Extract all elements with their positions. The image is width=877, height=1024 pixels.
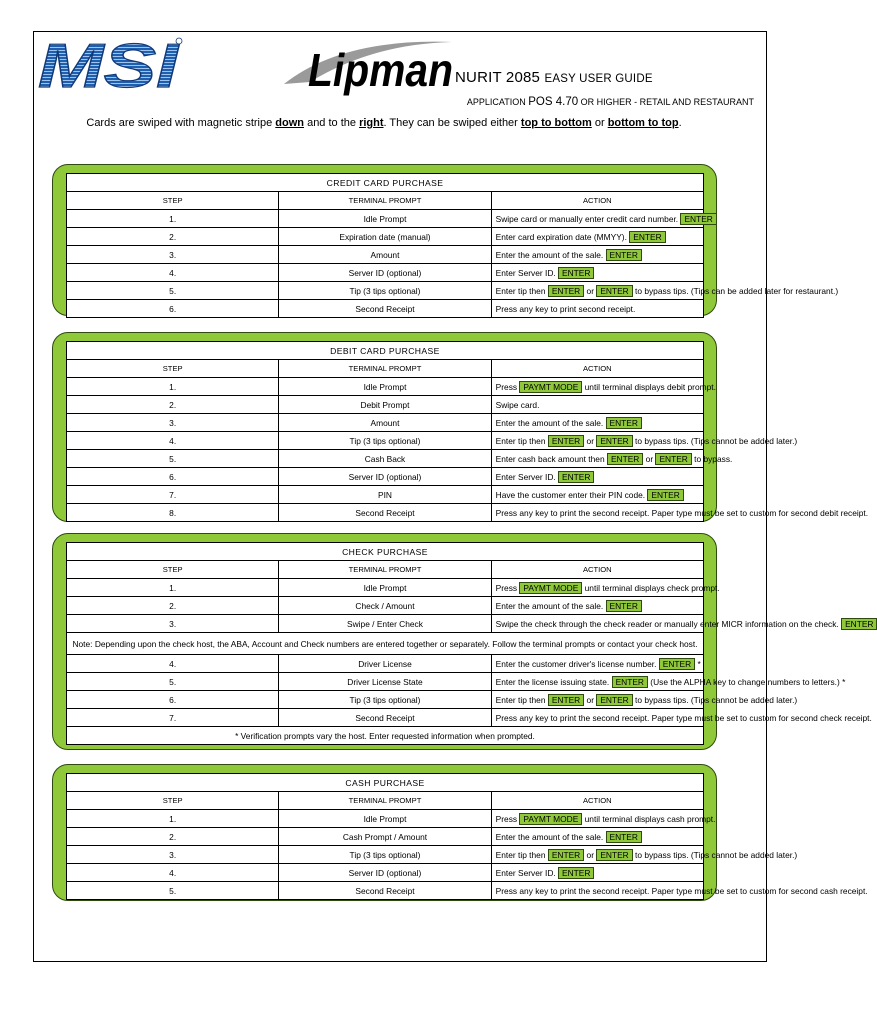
terminal-prompt: Idle Prompt — [279, 378, 491, 396]
table-row — [67, 414, 704, 432]
step-number: 1. — [67, 378, 279, 396]
action-fragment: until terminal displays cash prompt. — [582, 813, 716, 824]
key-label: ENTER — [596, 285, 632, 297]
action-fragment: Enter the amount of the sale. — [495, 249, 606, 260]
action-fragment: to bypass tips. (Tips can be added later for restaurant.) — [632, 285, 839, 296]
action-fragment: or — [584, 435, 597, 446]
terminal-prompt: Amount — [279, 246, 491, 264]
credit-card-panel — [52, 164, 839, 316]
table-row — [67, 396, 704, 414]
action-fragment: Enter tip then — [495, 435, 548, 446]
terminal-prompt: Second Receipt — [279, 882, 491, 900]
action-text — [491, 597, 703, 615]
step-number: 6. — [67, 468, 279, 486]
action-fragment: to bypass tips. (Tips cannot be added later.) — [632, 849, 798, 860]
column-terminal-prompt: TERMINAL PROMPT — [279, 792, 491, 810]
step-number: 7. — [67, 709, 279, 727]
verification-footnote: * Verification prompts vary the host. Enter requested information when prompted. — [67, 727, 704, 745]
key-label: PAYMT MODE — [519, 813, 582, 825]
step-number: 1. — [67, 210, 279, 228]
page-frame-bottom — [33, 961, 767, 962]
step-number: 3. — [67, 846, 279, 864]
terminal-prompt: Tip (3 tips optional) — [279, 846, 491, 864]
key-label: ENTER — [606, 249, 642, 261]
table-row — [67, 810, 704, 828]
debit-card-table — [66, 341, 869, 522]
action-fragment: Enter the customer driver's license number. — [495, 658, 659, 669]
action-text — [491, 282, 839, 300]
step-number: 4. — [67, 655, 279, 673]
column-step: STEP — [67, 561, 279, 579]
table-row — [67, 691, 704, 709]
step-number: 6. — [67, 691, 279, 709]
table-row — [67, 655, 704, 673]
terminal-prompt: Idle Prompt — [279, 810, 491, 828]
key-label: ENTER — [548, 694, 584, 706]
action-text — [491, 264, 703, 282]
action-fragment: until terminal displays debit prompt. — [582, 381, 716, 392]
terminal-prompt: Second Receipt — [279, 300, 491, 318]
action-fragment: Enter tip then — [495, 849, 548, 860]
action-text — [491, 396, 703, 414]
table-row — [67, 228, 704, 246]
step-number: 3. — [67, 246, 279, 264]
key-label: ENTER — [612, 676, 648, 688]
terminal-prompt: Tip (3 tips optional) — [279, 432, 491, 450]
key-label: ENTER — [548, 435, 584, 447]
table-row — [67, 432, 704, 450]
column-terminal-prompt: TERMINAL PROMPT — [279, 360, 491, 378]
table-row — [67, 615, 704, 633]
svg-text:MSI: MSI — [38, 32, 181, 101]
table-row — [67, 210, 704, 228]
table-row — [67, 246, 704, 264]
action-text — [491, 504, 869, 522]
key-label: PAYMT MODE — [519, 381, 582, 393]
page-frame-right — [766, 31, 767, 962]
step-number: 7. — [67, 486, 279, 504]
terminal-prompt: Cash Back — [279, 450, 491, 468]
check-host-note: Note: Depending upon the check host, the ABA, Account and Check numbers are entered together or separately. Follow the terminal prompts or contact your check host. — [67, 633, 704, 655]
table-row — [67, 597, 704, 615]
action-text — [491, 615, 874, 633]
action-text — [491, 691, 798, 709]
terminal-prompt: Idle Prompt — [279, 210, 491, 228]
terminal-prompt: PIN — [279, 486, 491, 504]
action-text — [491, 579, 720, 597]
guide-title: NURIT 2085 EASY USER GUIDE — [455, 69, 653, 86]
msi-logo — [36, 32, 186, 101]
action-fragment: Press — [495, 381, 520, 392]
action-fragment: Enter tip then — [495, 694, 548, 705]
action-fragment: Swipe card or manually enter credit card number. — [495, 213, 681, 224]
action-text — [491, 450, 733, 468]
credit-card-table — [66, 173, 839, 318]
table-row — [67, 579, 704, 597]
key-label: ENTER — [596, 694, 632, 706]
action-fragment: to bypass tips. (Tips cannot be added later.) — [632, 435, 798, 446]
action-fragment: Have the customer enter their PIN code. — [495, 489, 648, 500]
step-number: 4. — [67, 864, 279, 882]
cash-table — [66, 773, 868, 900]
credit-card-title: CREDIT CARD PURCHASE — [67, 174, 704, 192]
step-number: 4. — [67, 264, 279, 282]
action-text — [491, 468, 703, 486]
terminal-prompt: Server ID (optional) — [279, 864, 491, 882]
terminal-prompt: Second Receipt — [279, 504, 491, 522]
terminal-prompt: Amount — [279, 414, 491, 432]
key-label: ENTER — [606, 600, 642, 612]
action-fragment: or — [584, 694, 597, 705]
step-number: 4. — [67, 432, 279, 450]
terminal-prompt: Tip (3 tips optional) — [279, 691, 491, 709]
terminal-prompt: Swipe / Enter Check — [279, 615, 491, 633]
column-action: ACTION — [491, 561, 703, 579]
action-fragment: Press — [495, 813, 520, 824]
column-step: STEP — [67, 792, 279, 810]
check-panel — [52, 533, 874, 750]
action-fragment: Enter the amount of the sale. — [495, 831, 606, 842]
key-label: ENTER — [596, 849, 632, 861]
step-number: 5. — [67, 282, 279, 300]
debit-card-title: DEBIT CARD PURCHASE — [67, 342, 704, 360]
terminal-prompt: Idle Prompt — [279, 579, 491, 597]
action-fragment: until terminal displays check prompt. — [582, 582, 720, 593]
key-label: ENTER — [558, 267, 594, 279]
table-row — [67, 709, 704, 727]
terminal-prompt: Check / Amount — [279, 597, 491, 615]
key-label: ENTER — [606, 831, 642, 843]
step-number: 5. — [67, 882, 279, 900]
step-number: 5. — [67, 450, 279, 468]
action-fragment: Press any key to print the second receipt. Paper type must be set to custom for second cash receipt. — [495, 885, 868, 896]
action-fragment: * — [695, 658, 701, 669]
key-label: ENTER — [596, 435, 632, 447]
action-text — [491, 655, 703, 673]
check-table — [66, 542, 874, 745]
table-row — [67, 450, 704, 468]
action-text — [491, 210, 713, 228]
step-number: 1. — [67, 810, 279, 828]
column-step: STEP — [67, 360, 279, 378]
terminal-prompt: Server ID (optional) — [279, 468, 491, 486]
key-label: ENTER — [647, 489, 683, 501]
action-text — [491, 246, 703, 264]
table-row — [67, 504, 704, 522]
column-step: STEP — [67, 192, 279, 210]
swipe-instructions: Cards are swiped with magnetic stripe down and to the right. They can be swiped either top to bottom or bottom to top. — [86, 117, 682, 129]
guide-subtitle: APPLICATION POS 4.70 OR HIGHER - RETAIL AND RESTAURANT — [466, 96, 754, 108]
action-text — [491, 673, 846, 691]
table-row — [67, 486, 704, 504]
step-number: 6. — [67, 300, 279, 318]
action-fragment: Enter the amount of the sale. — [495, 600, 606, 611]
action-text — [491, 864, 703, 882]
action-fragment: Enter tip then — [495, 285, 548, 296]
step-number: 2. — [67, 597, 279, 615]
table-row — [67, 882, 704, 900]
step-number: 2. — [67, 396, 279, 414]
action-text — [491, 486, 703, 504]
key-label: ENTER — [548, 849, 584, 861]
action-text — [491, 414, 703, 432]
terminal-prompt: Debit Prompt — [279, 396, 491, 414]
table-row — [67, 673, 704, 691]
debit-card-panel — [52, 332, 869, 522]
step-number: 8. — [67, 504, 279, 522]
key-label: ENTER — [655, 453, 691, 465]
step-number: 1. — [67, 579, 279, 597]
lipman-logo — [282, 30, 458, 98]
action-fragment: Enter Server ID. — [495, 267, 559, 278]
action-fragment: to bypass. — [691, 453, 733, 464]
action-fragment: Swipe card. — [495, 399, 540, 410]
action-fragment: Enter the license issuing state. — [495, 676, 612, 687]
step-number: 5. — [67, 673, 279, 691]
table-row — [67, 378, 704, 396]
cash-title: CASH PURCHASE — [67, 774, 704, 792]
column-action: ACTION — [491, 360, 703, 378]
step-number: 2. — [67, 828, 279, 846]
key-label: ENTER — [607, 453, 643, 465]
action-fragment: Press any key to print second receipt. — [495, 303, 636, 314]
action-fragment: Enter cash back amount then — [495, 453, 607, 464]
check-title: CHECK PURCHASE — [67, 543, 704, 561]
terminal-prompt: Tip (3 tips optional) — [279, 282, 491, 300]
action-text — [491, 300, 703, 318]
action-fragment: Enter Server ID. — [495, 471, 559, 482]
terminal-prompt: Cash Prompt / Amount — [279, 828, 491, 846]
action-fragment: Enter card expiration date (MMYY). — [495, 231, 630, 242]
key-label: ENTER — [841, 618, 877, 630]
table-row — [67, 282, 704, 300]
action-fragment: Enter Server ID. — [495, 867, 559, 878]
cash-panel — [52, 764, 868, 901]
column-terminal-prompt: TERMINAL PROMPT — [279, 192, 491, 210]
action-fragment: to bypass tips. (Tips cannot be added later.) — [632, 694, 798, 705]
action-fragment: (Use the ALPHA key to change numbers to letters.) * — [647, 676, 846, 687]
action-text — [491, 378, 716, 396]
terminal-prompt: Expiration date (manual) — [279, 228, 491, 246]
table-row — [67, 828, 704, 846]
action-fragment: Swipe the check through the check reader or manually enter MICR information on the check. — [495, 618, 842, 629]
action-text — [491, 228, 703, 246]
step-number: 3. — [67, 414, 279, 432]
table-row — [67, 264, 704, 282]
step-number: 3. — [67, 615, 279, 633]
action-fragment: Press any key to print the second receipt. Paper type must be set to custom for second debit receipt. — [495, 507, 869, 518]
action-fragment: Enter the amount of the sale. — [495, 417, 606, 428]
key-label: ENTER — [659, 658, 695, 670]
terminal-prompt: Server ID (optional) — [279, 264, 491, 282]
column-action: ACTION — [491, 192, 703, 210]
key-label: ENTER — [548, 285, 584, 297]
column-terminal-prompt: TERMINAL PROMPT — [279, 561, 491, 579]
table-row — [67, 468, 704, 486]
table-row — [67, 300, 704, 318]
step-number: 2. — [67, 228, 279, 246]
action-text — [491, 882, 868, 900]
action-fragment: or — [584, 285, 597, 296]
action-text — [491, 828, 703, 846]
action-text — [491, 709, 872, 727]
terminal-prompt: Driver License — [279, 655, 491, 673]
terminal-prompt: Second Receipt — [279, 709, 491, 727]
action-fragment: Press — [495, 582, 520, 593]
key-label: ENTER — [629, 231, 665, 243]
table-row — [67, 864, 704, 882]
action-fragment: Press any key to print the second receipt. Paper type must be set to custom for second check receipt. — [495, 712, 872, 723]
column-action: ACTION — [491, 792, 703, 810]
action-fragment: or — [584, 849, 597, 860]
key-label: ENTER — [558, 867, 594, 879]
key-label: ENTER — [680, 213, 716, 225]
key-label: ENTER — [558, 471, 594, 483]
table-row — [67, 846, 704, 864]
action-text — [491, 810, 716, 828]
terminal-prompt: Driver License State — [279, 673, 491, 691]
key-label: ENTER — [606, 417, 642, 429]
key-label: PAYMT MODE — [519, 582, 582, 594]
action-fragment: or — [643, 453, 656, 464]
action-text — [491, 846, 798, 864]
action-text — [491, 432, 798, 450]
svg-text:Lipman: Lipman — [308, 44, 453, 96]
